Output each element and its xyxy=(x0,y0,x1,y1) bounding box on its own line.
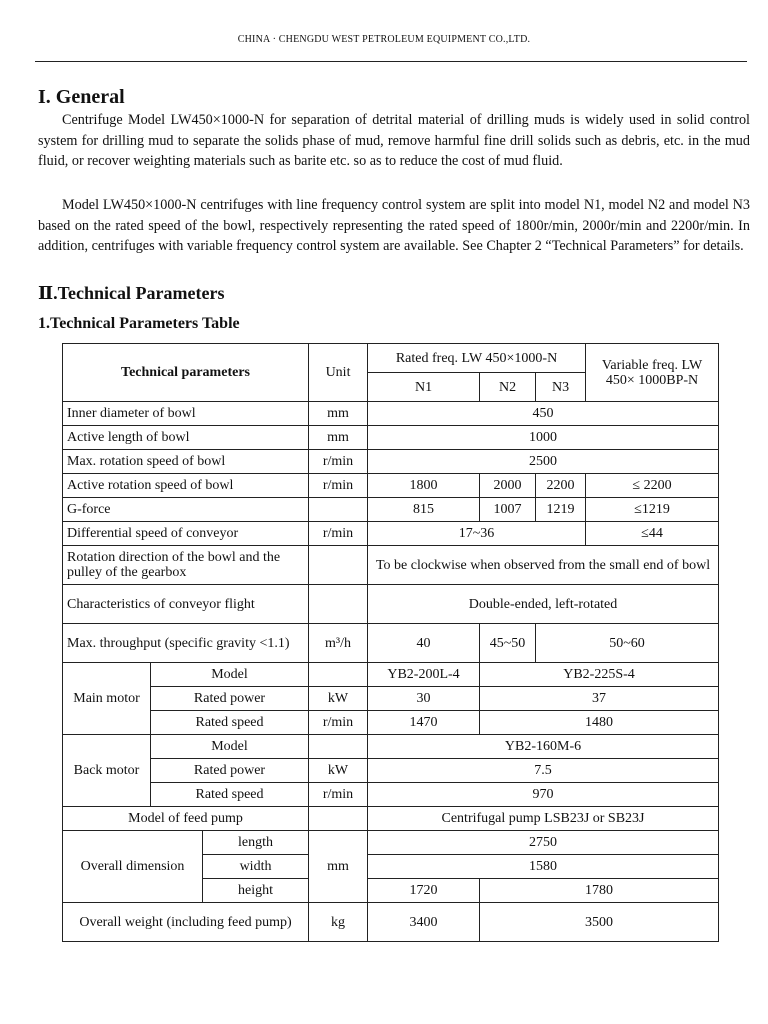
value-cell: ≤1219 xyxy=(586,498,719,522)
param-cell: Differential speed of conveyor xyxy=(63,522,309,546)
value-cell: 3400 xyxy=(368,903,480,942)
unit-cell: r/min xyxy=(309,783,368,807)
unit-cell xyxy=(309,585,368,624)
param-cell: Rotation direction of the bowl and the pulley of the gearbox xyxy=(63,546,309,585)
sub-param-cell: height xyxy=(203,879,309,903)
param-cell: G-force xyxy=(63,498,309,522)
unit-cell: r/min xyxy=(309,522,368,546)
value-cell: 40 xyxy=(368,624,480,663)
param-cell: Active rotation speed of bowl xyxy=(63,474,309,498)
value-cell: 1007 xyxy=(480,498,536,522)
general-paragraph-2: Model LW450×1000-N centrifuges with line frequency control system are split into model N1, model N2 and model N3 based on the rated speed of the bowl, respectively representing the rated speed of 1800r/min, 2000r/min and 2200r/min. In addition, centrifuges with variable frequency control system are available. See Chapter 2 “Technical Parameters” for details. xyxy=(38,197,750,255)
general-paragraph-1: Centrifuge Model LW450×1000-N for separation of detrital material of drilling muds is widely used in solid control system for drilling mud to separate the solids phase of mud, remove harmful fine drill solids such as debris, etc. in the mud fluid, or recover weighting materials such as barite etc. so as to reduce the cost of mud fluid. xyxy=(38,112,750,170)
sub-param-cell: Model xyxy=(151,735,309,759)
value-cell: 3500 xyxy=(480,903,719,942)
value-cell: 2500 xyxy=(368,450,719,474)
value-cell: 45~50 xyxy=(480,624,536,663)
value-cell: 17~36 xyxy=(368,522,586,546)
sub-param-cell: Model xyxy=(151,663,309,687)
value-cell: 1800 xyxy=(368,474,480,498)
unit-cell: r/min xyxy=(309,474,368,498)
unit-cell xyxy=(309,498,368,522)
param-cell: Active length of bowl xyxy=(63,426,309,450)
header-variable-freq: Variable freq. LW 450× 1000BP-N xyxy=(586,344,719,402)
header-technical-parameters: Technical parameters xyxy=(63,344,309,402)
param-cell: Inner diameter of bowl xyxy=(63,402,309,426)
value-cell: 7.5 xyxy=(368,759,719,783)
sub-param-cell: Rated power xyxy=(151,687,309,711)
main-motor-label: Main motor xyxy=(63,663,151,735)
value-cell: 37 xyxy=(480,687,719,711)
unit-cell: mm xyxy=(309,831,368,903)
unit-cell: kW xyxy=(309,687,368,711)
overall-dimension-label: Overall dimension xyxy=(63,831,203,903)
value-cell: Double-ended, left-rotated xyxy=(368,585,719,624)
unit-cell: m³/h xyxy=(309,624,368,663)
value-cell: YB2-160M-6 xyxy=(368,735,719,759)
technical-parameters-table xyxy=(62,343,719,942)
unit-cell: r/min xyxy=(309,711,368,735)
header-n1: N1 xyxy=(368,373,480,402)
header-rated-freq: Rated freq. LW 450×1000-N xyxy=(368,344,586,373)
value-cell: 1000 xyxy=(368,426,719,450)
value-cell: 1480 xyxy=(480,711,719,735)
value-cell: Centrifugal pump LSB23J or SB23J xyxy=(368,807,719,831)
sub-param-cell: Rated power xyxy=(151,759,309,783)
section-technical-title: Ⅱ.Technical Parameters xyxy=(38,283,225,303)
value-cell: 1219 xyxy=(536,498,586,522)
value-cell: 30 xyxy=(368,687,480,711)
value-cell: 2000 xyxy=(480,474,536,498)
value-cell: To be clockwise when observed from the small end of bowl xyxy=(368,546,719,585)
sub-param-cell: width xyxy=(203,855,309,879)
unit-cell: kW xyxy=(309,759,368,783)
unit-cell xyxy=(309,807,368,831)
value-cell: 50~60 xyxy=(536,624,719,663)
unit-cell: kg xyxy=(309,903,368,942)
value-cell: 1580 xyxy=(368,855,719,879)
header-unit: Unit xyxy=(309,344,368,402)
param-cell: Characteristics of conveyor flight xyxy=(63,585,309,624)
unit-cell xyxy=(309,546,368,585)
header-n3: N3 xyxy=(536,373,586,402)
unit-cell: mm xyxy=(309,426,368,450)
param-cell: Overall weight (including feed pump) xyxy=(63,903,309,942)
sub-param-cell: length xyxy=(203,831,309,855)
unit-cell: mm xyxy=(309,402,368,426)
value-cell: 970 xyxy=(368,783,719,807)
value-cell: 815 xyxy=(368,498,480,522)
param-cell: Max. throughput (specific gravity <1.1) xyxy=(63,624,309,663)
unit-cell xyxy=(309,663,368,687)
sub-param-cell: Rated speed xyxy=(151,711,309,735)
value-cell: 1470 xyxy=(368,711,480,735)
value-cell: YB2-200L-4 xyxy=(368,663,480,687)
value-cell: 1720 xyxy=(368,879,480,903)
header-divider xyxy=(35,61,747,62)
unit-cell xyxy=(309,735,368,759)
value-cell: YB2-225S-4 xyxy=(480,663,719,687)
value-cell: 450 xyxy=(368,402,719,426)
value-cell: 1780 xyxy=(480,879,719,903)
section-general-title: I. General xyxy=(38,86,125,108)
value-cell: 2200 xyxy=(536,474,586,498)
unit-cell: r/min xyxy=(309,450,368,474)
value-cell: 2750 xyxy=(368,831,719,855)
value-cell: ≤ 2200 xyxy=(586,474,719,498)
value-cell: ≤44 xyxy=(586,522,719,546)
param-cell: Max. rotation speed of bowl xyxy=(63,450,309,474)
sub-param-cell: Rated speed xyxy=(151,783,309,807)
param-cell: Model of feed pump xyxy=(63,807,309,831)
back-motor-label: Back motor xyxy=(63,735,151,807)
table-title: 1.Technical Parameters Table xyxy=(38,315,240,332)
header-n2: N2 xyxy=(480,373,536,402)
page-header: CHINA · CHENGDU WEST PETROLEUM EQUIPMENT CO.,LTD. xyxy=(237,34,531,45)
